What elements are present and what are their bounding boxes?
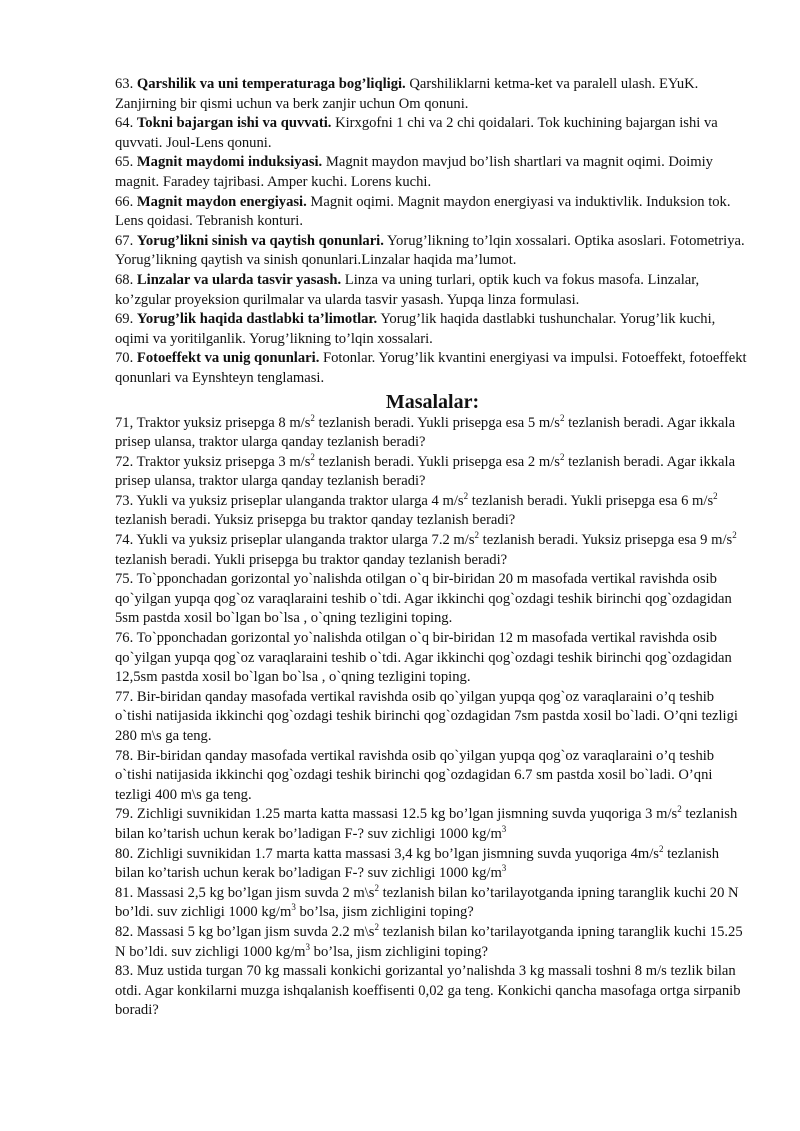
problem-item: [115, 629, 750, 688]
problem-text: tezlanish beradi. Yuksiz prisepga esa 9 m/s: [479, 532, 733, 549]
topic-item: [115, 153, 750, 192]
problem-text: tezlanish beradi. Yuksiz prisepga bu traktor qanday tezlanish beradi?: [115, 512, 516, 529]
problem-text: Bir-biridan qanday masofada vertikal ravishda osib qo`yilgan yupqa qog`oz varaqlaraini o’q teshib o`tishi natijasida ikkinchi qog`ozdagi teshik birinchi qog`ozdagidan 6.7 sm pastda xosil bo`ladi. O’qni tezligi 400 m\s ga teng.: [115, 747, 715, 803]
problem-number: 74.: [115, 532, 134, 549]
problem-item: [115, 923, 750, 962]
problem-superscript: 2: [732, 530, 737, 541]
topic-item: [115, 75, 750, 114]
problem-number: 83.: [115, 963, 134, 980]
topic-number: 67.: [115, 232, 134, 249]
problem-text: tezlanish beradi. Yukli prisepga esa 2 m/s: [314, 453, 560, 470]
problem-text: tezlanish beradi. Agar ikkala prisep ulansa, traktor ularga qanday tezlanish beradi?: [115, 453, 736, 490]
problem-text: Muz ustida turgan 70 kg massali konkichi gorizantal yo’nalishda 3 kg massali toshni 8 m/s tezlik bilan otdi. Agar konkilarni muzga ishqalanish koeffisenti 0,02 ga teng. Konkichi qancha masofaga ortga sirpanib boradi?: [115, 963, 741, 1019]
problem-item: [115, 805, 750, 844]
problem-superscript: 2: [713, 491, 718, 502]
topic-text: Qarshiliklarni ketma-ket va paralell ulash. EYuK. Zanjirning bir qismi uchun va berk zanjir uchun Om qonuni.: [115, 76, 699, 112]
topic-text: Kirxgofni 1 chi va 2 chi qoidalari. Tok kuchining bajargan ishi va quvvati. Joul-Lens qonuni.: [115, 115, 718, 151]
problem-item: [115, 492, 750, 531]
topic-title: Fotoeffekt va unig qonunlari.: [136, 350, 320, 367]
topic-number: 68.: [115, 271, 134, 288]
topic-number: 63.: [115, 76, 134, 92]
problem-item: [115, 570, 750, 629]
problem-superscript: 3: [501, 863, 507, 874]
problem-number: 73.: [115, 492, 134, 509]
topic-number: 65.: [115, 154, 134, 171]
problem-item: [115, 414, 750, 453]
problem-number: 77.: [115, 688, 134, 705]
problem-text: tezlanish bilan ko’tarish uchun kerak bo’ladigan F-? suv zichligi 1000 kg/m: [115, 806, 738, 842]
problem-text: Bir-biridan qanday masofada vertikal ravishda osib qo`yilgan yupqa qog`oz varaqlaraini o’q teshib o`tishi natijasida ikkinchi qog`ozdagi teshik birinchi qog`ozdagidan 7sm pastda xosil bo`ladi. O’qni tezligi 280 m\s ga teng.: [115, 688, 738, 744]
topic-number: 70.: [115, 350, 134, 367]
problem-text: Yukli va yuksiz priseplar ulanganda traktor ularga 4 m/s: [136, 492, 464, 509]
problem-number: 78.: [115, 747, 134, 764]
section-heading: Masalalar:: [385, 390, 480, 413]
problem-text: Traktor yuksiz prisepga 3 m/s: [136, 453, 311, 470]
topics-list: [115, 75, 750, 389]
problem-number: 79.: [115, 806, 134, 823]
problem-text: tezlanish beradi. Yukli prisepga esa 5 m/s: [314, 414, 560, 431]
problem-superscript: 3: [305, 941, 311, 952]
problem-number: 80.: [115, 845, 134, 862]
problem-text: bo’lsa, jism zichligini toping?: [295, 904, 474, 921]
problem-text: tezlanish bilan ko’tarish uchun kerak bo’ladigan F-? suv zichligi 1000 kg/m: [115, 845, 719, 882]
problem-superscript: 2: [658, 843, 664, 854]
problem-superscript: 2: [374, 882, 379, 893]
topic-item: [115, 310, 750, 349]
problem-superscript: 3: [501, 824, 507, 835]
topic-title: Magnit maydomi induksiyasi.: [136, 154, 323, 171]
problem-superscript: 2: [374, 922, 379, 933]
topic-title: Qarshilik va uni temperaturaga bog’liqligi.: [136, 76, 406, 92]
problem-item: [115, 453, 750, 492]
problem-superscript: 2: [559, 451, 565, 462]
problem-number: 76.: [115, 630, 134, 647]
document-page: [115, 75, 750, 1021]
topic-number: 69.: [115, 311, 134, 328]
problem-number: 75.: [115, 571, 134, 588]
topic-title: Yorug’lik haqida dastlabki ta’limotlar.: [136, 311, 378, 328]
problem-item: [115, 884, 750, 923]
topic-item: [115, 193, 750, 232]
problem-item: [115, 688, 750, 747]
topic-title: Linzalar va ularda tasvir yasash.: [136, 271, 342, 288]
problems-list: [115, 414, 750, 1021]
problem-superscript: 2: [463, 491, 469, 502]
problem-item: [115, 531, 750, 570]
problem-text: tezlanish beradi. Yukli prisepga bu traktor qanday tezlanish beradi?: [115, 551, 508, 568]
topic-item: [115, 271, 750, 310]
topic-number: 64.: [115, 115, 134, 132]
problem-item: [115, 845, 750, 884]
problem-text: tezlanish beradi. Yukli prisepga esa 6 m/s: [468, 492, 714, 509]
problem-text: tezlanish bilan ko’tarilayotganda ipning taranglik kuchi 20 N bo’ldi. suv zichligi 1000 kg/m: [115, 884, 739, 921]
problem-text: tezlanish bilan ko’tarilayotganda ipning taranglik kuchi 15.25 N bo’ldi. suv zichligi 1000 kg/m: [115, 923, 743, 960]
problem-text: bo’lsa, jism zichligini toping?: [310, 943, 488, 960]
topic-title: Yorug’likni sinish va qaytish qonunlari.: [136, 232, 384, 249]
problem-item: [115, 747, 750, 806]
problem-superscript: 3: [291, 902, 296, 913]
topic-number: 66.: [115, 193, 134, 210]
problem-text: Zichligi suvnikidan 1.25 marta katta massasi 12.5 kg bo’lgan jismning suvda yuqoriga 3 m/s: [136, 806, 678, 823]
problem-number: 81.: [115, 884, 134, 901]
topic-text: Fotonlar. Yorug’lik kvantini energiyasi va impulsi. Fotoeffekt, fotoeffekt qonunlari va Eynshteyn tenglamasi.: [115, 350, 747, 386]
problem-superscript: 2: [677, 804, 682, 815]
problem-text: tezlanish beradi. Agar ikkala prisep ulansa, traktor ularga qanday tezlanish beradi?: [115, 414, 736, 451]
problem-number: 71,: [115, 414, 134, 431]
topic-item: [115, 349, 750, 388]
topic-text: Yorug’lik haqida dastlabki tushunchalar. Yorug’lik kuchi, oqimi va yoritilganlik. Yorug’likning to’lqin xossalari.: [115, 311, 716, 347]
problem-text: Traktor yuksiz prisepga 8 m/s: [136, 414, 311, 431]
problem-superscript: 2: [474, 530, 480, 541]
problem-superscript: 2: [310, 412, 315, 423]
problem-text: Massasi 5 kg bo’lgan jism suvda 2.2 m\s: [136, 923, 375, 940]
problem-superscript: 2: [559, 412, 565, 423]
problem-item: [115, 962, 750, 1021]
problem-number: 72.: [115, 453, 134, 470]
topic-title: Magnit maydon energiyasi.: [136, 193, 307, 210]
problem-superscript: 2: [310, 451, 315, 462]
topic-title: Tokni bajargan ishi va quvvati.: [136, 115, 332, 132]
problem-text: Massasi 2,5 kg bo’lgan jism suvda 2 m\s: [136, 884, 375, 901]
topic-text: Magnit oqimi. Magnit maydon energiyasi va induktivlik. Induksion tok. Lens qoidasi. Tebranish konturi.: [115, 193, 731, 230]
problem-text: To`pponchadan gorizontal yo`nalishda otilgan o`q bir-biridan 20 m masofada vertikal ravishda osib qo`yilgan yupqa qog`oz varaqlaraini teshib o`tdi. Agar ikkinchi qog`ozdagi teshik birinchi qog`ozdagidan 5sm pastda xosil bo`lgan bo`lsa , o`qning tezligini toping.: [115, 571, 732, 627]
topic-item: [115, 114, 750, 153]
topic-text: Magnit maydon mavjud bo’lish shartlari va magnit oqimi. Doimiy magnit. Faradey tajribasi. Amper kuchi. Lorens kuchi.: [115, 154, 713, 190]
topic-text: Yorug’likning to’lqin xossalari. Optika asoslari. Fotometriya. Yorug’likning qaytish va sinish qonunlari.Linzalar haqida ma’lumot.: [115, 232, 745, 269]
topic-text: Linza va uning turlari, optik kuch va fokus masofa. Linzalar, ko’zgular proyeksion qurilmalar va ularda tasvir yasash. Yupqa linza formulasi.: [115, 271, 700, 308]
problem-text: Yukli va yuksiz priseplar ulanganda traktor ularga 7.2 m/s: [136, 532, 475, 549]
problem-number: 82.: [115, 923, 134, 940]
problem-text: To`pponchadan gorizontal yo`nalishda otilgan o`q bir-biridan 12 m masofada vertikal ravishda osib qo`yilgan yupqa qog`oz varaqlaraini teshib o`tdi. Agar ikkinchi qog`ozdagi teshik birinchi qog`ozdagidan 12,5sm pastda xosil bo`lgan bo`lsa , o`qning tezligini toping.: [115, 630, 732, 686]
problem-text: Zichligi suvnikidan 1.7 marta katta massasi 3,4 kg bo’lgan jismning suvda yuqoriga 4m/s: [136, 845, 659, 862]
topic-item: [115, 232, 750, 271]
